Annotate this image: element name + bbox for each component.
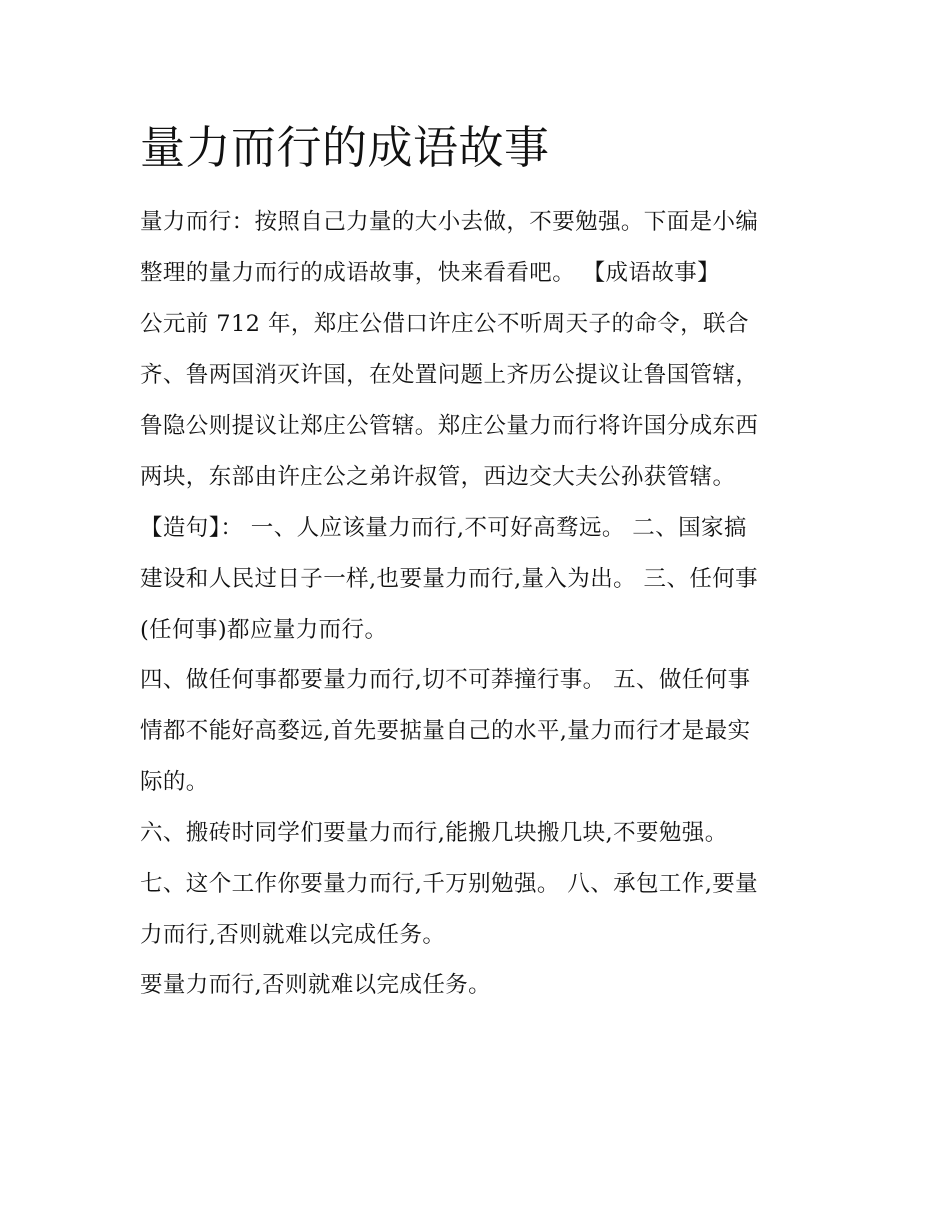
page-title: 量力而行的成语故事 bbox=[140, 121, 550, 174]
body-text-line: (任何事)都应量力而行。 bbox=[140, 617, 388, 643]
body-text-line: 要量力而行,否则就难以完成任务。 bbox=[140, 972, 492, 998]
body-text-line: 七、这个工作你要量力而行,千万别勉强。 八、承包工作,要量 bbox=[140, 871, 759, 897]
body-text-line: 际的。 bbox=[140, 769, 209, 795]
body-text-line: 六、搬砖时同学们要量力而行,能搬几块搬几块,不要勉强。 bbox=[140, 820, 728, 846]
body-text-line: 整理的量力而行的成语故事，快来看看吧。 【成语故事】 bbox=[140, 260, 721, 286]
body-text-line: 力而行,否则就难以完成任务。 bbox=[140, 922, 446, 948]
body-text-line: 公元前 712 年，郑庄公借口许庄公不听周天子的命令，联合 bbox=[140, 311, 749, 337]
body-text-line: 齐、鲁两国消灭许国，在处置问题上齐历公提议让鲁国管辖， bbox=[140, 362, 759, 388]
body-text-line: 鲁隐公则提议让郑庄公管辖。郑庄公量力而行将许国分成东西 bbox=[140, 413, 759, 439]
body-text-line: 四、做任何事都要量力而行,切不可莽撞行事。 五、做任何事 bbox=[140, 667, 751, 693]
body-text-line: 情都不能好高婺远,首先要掂量自己的水平,量力而行才是最实 bbox=[140, 718, 751, 744]
body-text-line: 两块，东部由许庄公之弟许叔管，西边交大夫公孙获管辖。 bbox=[140, 464, 736, 490]
body-text-line: 量力而行：按照自己力量的大小去做，不要勉强。下面是小编 bbox=[140, 209, 759, 235]
body-text-line: 建设和人民过日子一样,也要量力而行,量入为出。 三、任何事 bbox=[140, 566, 759, 592]
body-text-line: 【造句】： 一、人应该量力而行,不可好高骛远。 二、国家搞 bbox=[140, 515, 747, 541]
